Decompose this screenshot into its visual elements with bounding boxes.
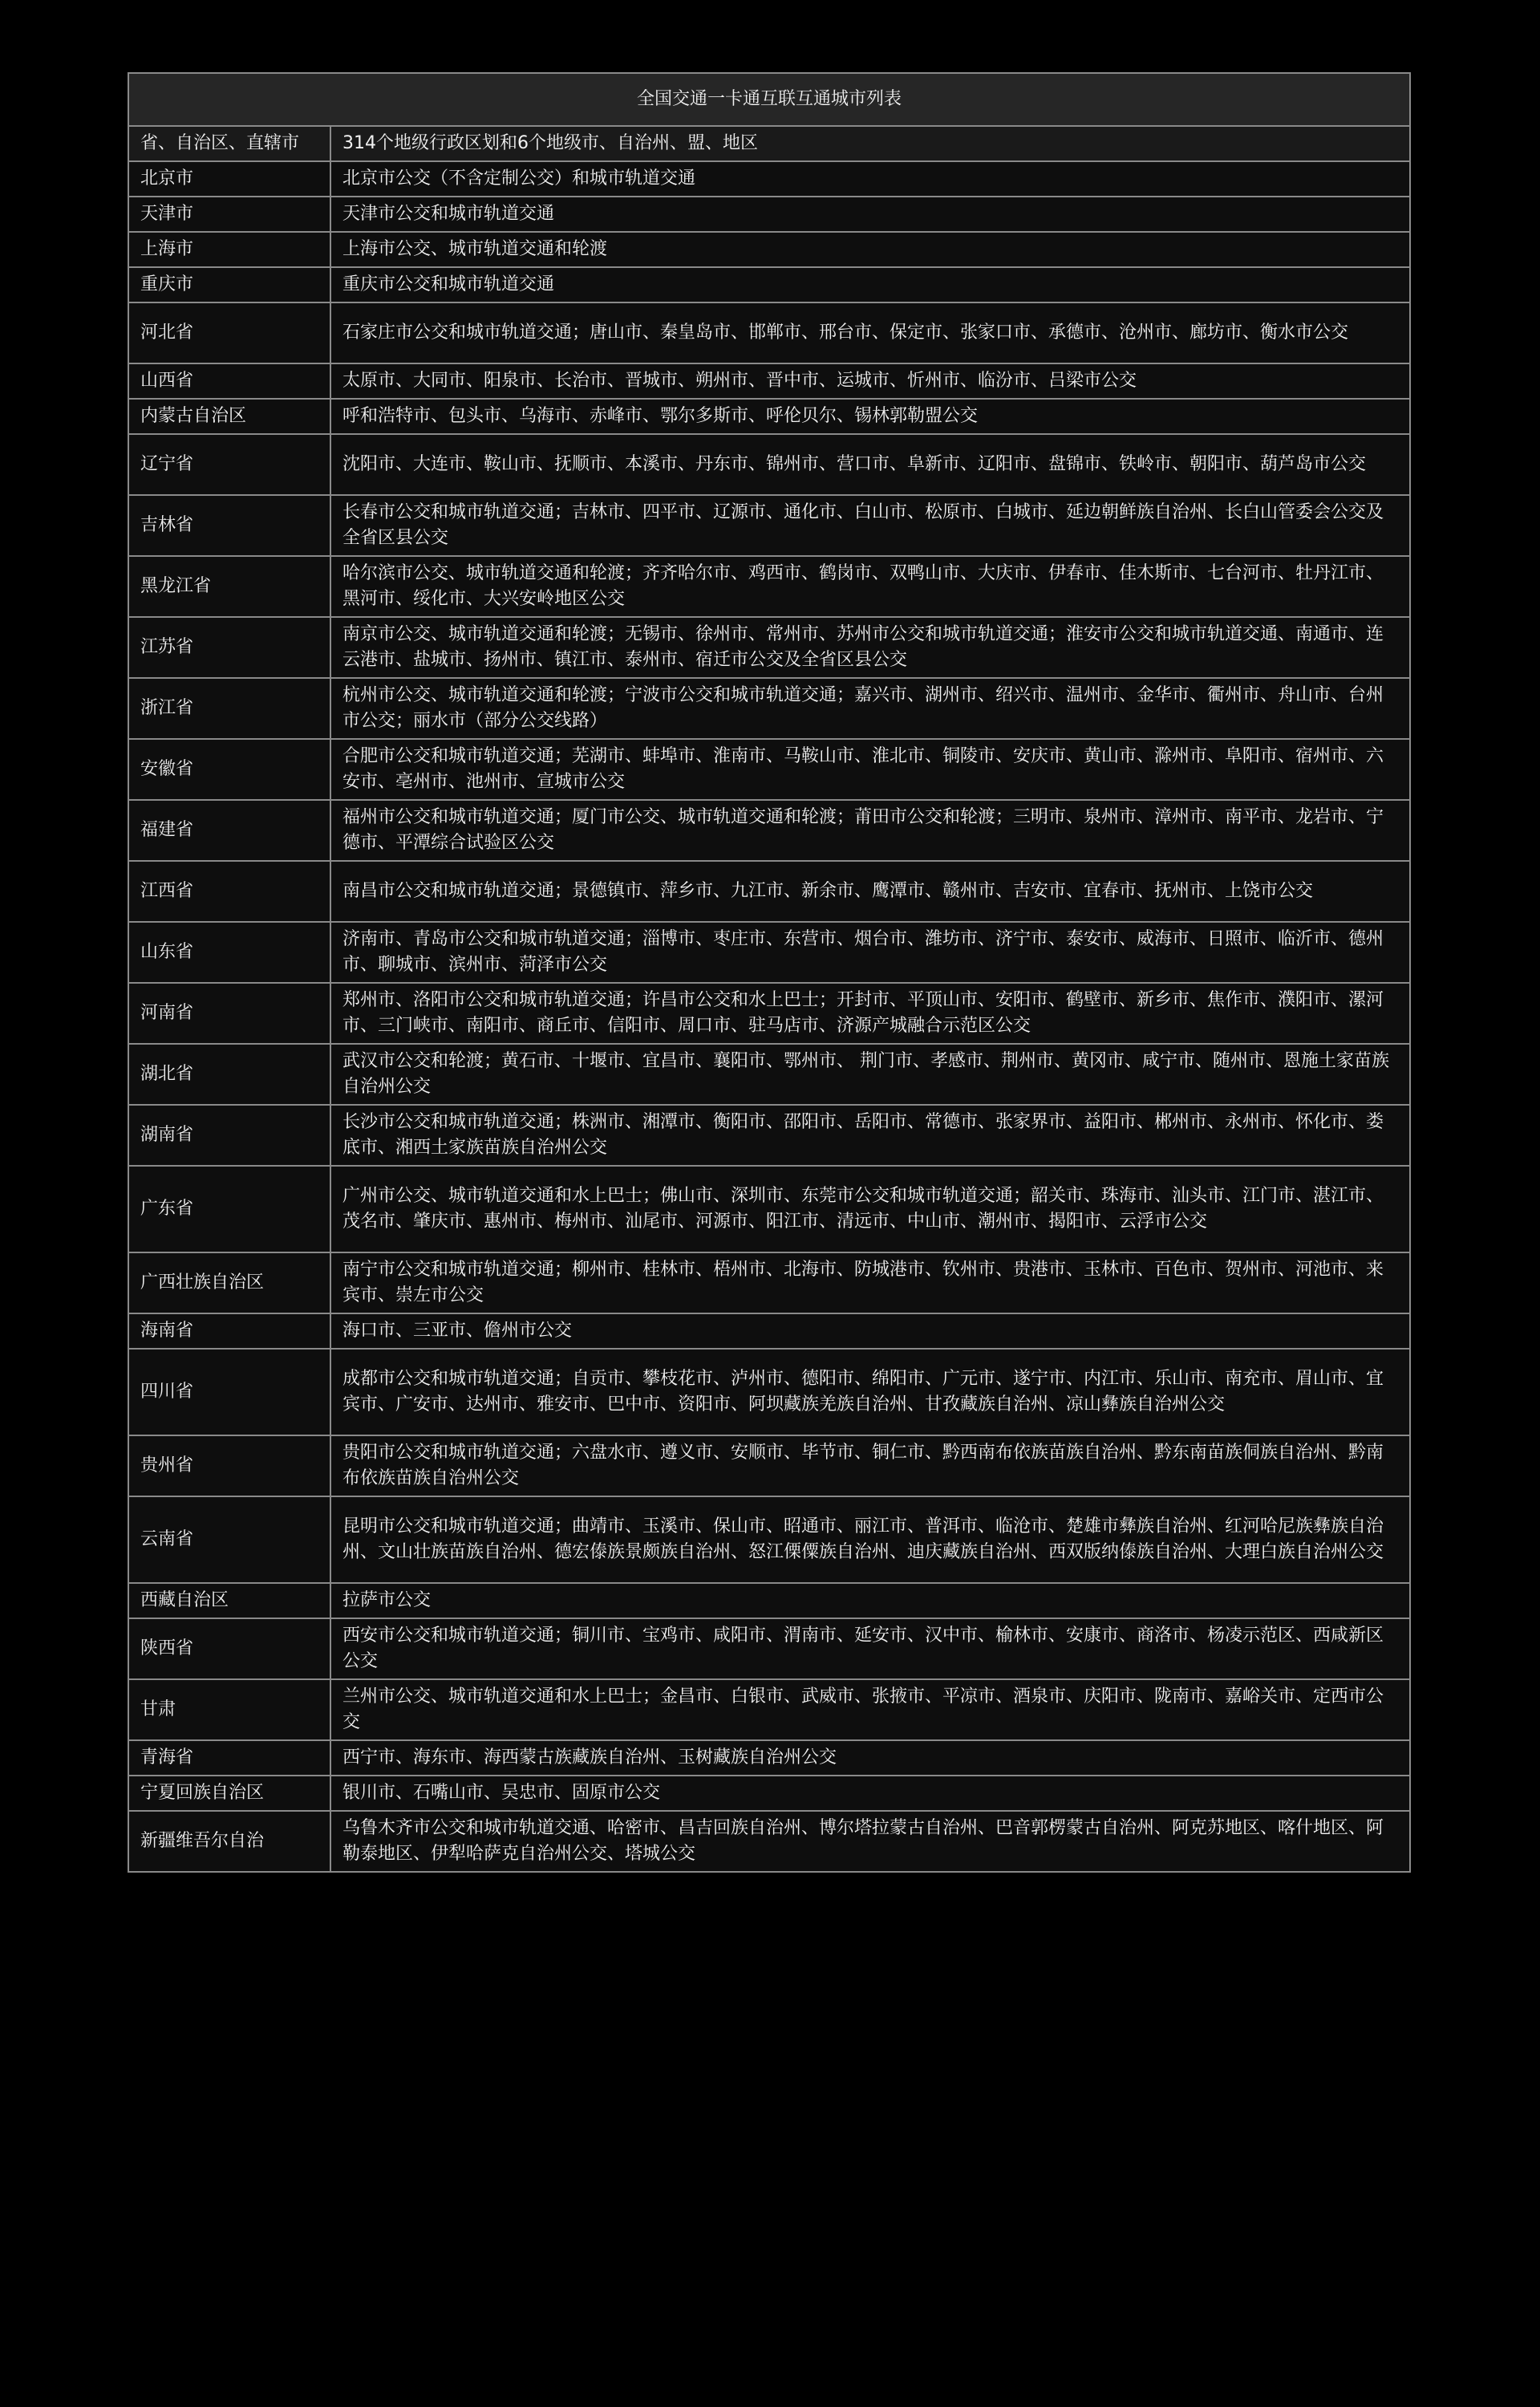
cities-cell: 海口市、三亚市、儋州市公交 — [330, 1313, 1410, 1349]
table-row — [128, 302, 1410, 363]
province-cell: 浙江省 — [128, 678, 330, 739]
table-row — [128, 1679, 1410, 1740]
cities-cell: 石家庄市公交和城市轨道交通；唐山市、秦皇岛市、邯郸市、邢台市、保定市、张家口市、承德市、沧州市、廊坊市、衡水市公交 — [330, 302, 1410, 363]
province-cell: 广西壮族自治区 — [128, 1252, 330, 1313]
cities-cell: 呼和浩特市、包头市、乌海市、赤峰市、鄂尔多斯市、呼伦贝尔、锡林郭勒盟公交 — [330, 399, 1410, 434]
table-title: 全国交通一卡通互联互通城市列表 — [128, 73, 1410, 126]
province-cell: 江西省 — [128, 861, 330, 922]
cities-cell: 长春市公交和城市轨道交通；吉林市、四平市、辽源市、通化市、白山市、松原市、白城市、延边朝鲜族自治州、长白山管委会公交及全省区县公交 — [330, 495, 1410, 556]
province-cell: 贵州省 — [128, 1435, 330, 1496]
table-row — [128, 983, 1410, 1044]
province-cell: 江苏省 — [128, 617, 330, 678]
table-row — [128, 363, 1410, 399]
table-row — [128, 1044, 1410, 1105]
province-cell: 北京市 — [128, 161, 330, 197]
table-row — [128, 1105, 1410, 1166]
table-row — [128, 1583, 1410, 1618]
province-cell: 内蒙古自治区 — [128, 399, 330, 434]
province-cell: 甘肃 — [128, 1679, 330, 1740]
table-row — [128, 617, 1410, 678]
cities-cell: 银川市、石嘴山市、吴忠市、固原市公交 — [330, 1776, 1410, 1811]
cities-cell: 武汉市公交和轮渡；黄石市、十堰市、宜昌市、襄阳市、鄂州市、 荆门市、孝感市、荆州市、黄冈市、咸宁市、随州市、恩施土家苗族自治州公交 — [330, 1044, 1410, 1105]
header-cities: 314个地级行政区划和6个地级市、自治州、盟、地区 — [330, 126, 1410, 161]
province-cell: 云南省 — [128, 1496, 330, 1583]
table-row — [128, 267, 1410, 302]
province-cell: 湖南省 — [128, 1105, 330, 1166]
cities-cell: 西宁市、海东市、海西蒙古族藏族自治州、玉树藏族自治州公交 — [330, 1740, 1410, 1776]
table-row — [128, 861, 1410, 922]
cities-cell: 北京市公交（不含定制公交）和城市轨道交通 — [330, 161, 1410, 197]
table-row — [128, 232, 1410, 267]
table-row — [128, 1252, 1410, 1313]
cities-cell: 昆明市公交和城市轨道交通；曲靖市、玉溪市、保山市、昭通市、丽江市、普洱市、临沧市、楚雄市彝族自治州、红河哈尼族彝族自治州、文山壮族苗族自治州、德宏傣族景颇族自治州、怒江傈僳族自治州、迪庆藏族自治州、西双版纳傣族自治州、大理白族自治州公交 — [330, 1496, 1410, 1583]
cities-cell: 乌鲁木齐市公交和城市轨道交通、哈密市、昌吉回族自治州、博尔塔拉蒙古自治州、巴音郭楞蒙古自治州、阿克苏地区、喀什地区、阿勒泰地区、伊犁哈萨克自治州公交、塔城公交 — [330, 1811, 1410, 1872]
province-cell: 上海市 — [128, 232, 330, 267]
cities-cell: 福州市公交和城市轨道交通；厦门市公交、城市轨道交通和轮渡；莆田市公交和轮渡；三明市、泉州市、漳州市、南平市、龙岩市、宁德市、平潭综合试验区公交 — [330, 800, 1410, 861]
province-cell: 山东省 — [128, 922, 330, 983]
table-row — [128, 800, 1410, 861]
cities-cell: 上海市公交、城市轨道交通和轮渡 — [330, 232, 1410, 267]
cities-cell: 沈阳市、大连市、鞍山市、抚顺市、本溪市、丹东市、锦州市、营口市、阜新市、辽阳市、盘锦市、铁岭市、朝阳市、葫芦岛市公交 — [330, 434, 1410, 495]
cities-cell: 济南市、青岛市公交和城市轨道交通；淄博市、枣庄市、东营市、烟台市、潍坊市、济宁市、泰安市、威海市、日照市、临沂市、德州市、聊城市、滨州市、菏泽市公交 — [330, 922, 1410, 983]
table-row — [128, 1776, 1410, 1811]
cities-cell: 太原市、大同市、阳泉市、长治市、晋城市、朔州市、晋中市、运城市、忻州市、临汾市、吕梁市公交 — [330, 363, 1410, 399]
cities-cell: 南宁市公交和城市轨道交通；柳州市、桂林市、梧州市、北海市、防城港市、钦州市、贵港市、玉林市、百色市、贺州市、河池市、来宾市、崇左市公交 — [330, 1252, 1410, 1313]
cities-cell: 杭州市公交、城市轨道交通和轮渡；宁波市公交和城市轨道交通；嘉兴市、湖州市、绍兴市、温州市、金华市、衢州市、舟山市、台州市公交；丽水市（部分公交线路） — [330, 678, 1410, 739]
cities-cell: 合肥市公交和城市轨道交通；芜湖市、蚌埠市、淮南市、马鞍山市、淮北市、铜陵市、安庆市、黄山市、滁州市、阜阳市、宿州市、六安市、亳州市、池州市、宣城市公交 — [330, 739, 1410, 800]
province-cell: 青海省 — [128, 1740, 330, 1776]
table-row — [128, 1435, 1410, 1496]
province-cell: 西藏自治区 — [128, 1583, 330, 1618]
province-cell: 四川省 — [128, 1349, 330, 1435]
table-row — [128, 1496, 1410, 1583]
table-row — [128, 197, 1410, 232]
table-row — [128, 678, 1410, 739]
cities-cell: 贵阳市公交和城市轨道交通；六盘水市、遵义市、安顺市、毕节市、铜仁市、黔西南布依族苗族自治州、黔东南苗族侗族自治州、黔南布依族苗族自治州公交 — [330, 1435, 1410, 1496]
province-cell: 山西省 — [128, 363, 330, 399]
table-row — [128, 1349, 1410, 1435]
table-header-row — [128, 126, 1410, 161]
cities-cell: 兰州市公交、城市轨道交通和水上巴士；金昌市、白银市、武威市、张掖市、平凉市、酒泉市、庆阳市、陇南市、嘉峪关市、定西市公交 — [330, 1679, 1410, 1740]
table-row — [128, 1740, 1410, 1776]
province-cell: 海南省 — [128, 1313, 330, 1349]
table-row — [128, 1811, 1410, 1872]
cities-cell: 拉萨市公交 — [330, 1583, 1410, 1618]
cities-cell: 南昌市公交和城市轨道交通；景德镇市、萍乡市、九江市、新余市、鹰潭市、赣州市、吉安市、宜春市、抚州市、上饶市公交 — [330, 861, 1410, 922]
table-row — [128, 161, 1410, 197]
cities-cell: 重庆市公交和城市轨道交通 — [330, 267, 1410, 302]
cities-cell: 哈尔滨市公交、城市轨道交通和轮渡；齐齐哈尔市、鸡西市、鹤岗市、双鸭山市、大庆市、伊春市、佳木斯市、七台河市、牡丹江市、黑河市、绥化市、大兴安岭地区公交 — [330, 556, 1410, 617]
province-cell: 湖北省 — [128, 1044, 330, 1105]
table-row — [128, 399, 1410, 434]
province-cell: 宁夏回族自治区 — [128, 1776, 330, 1811]
table-row — [128, 1313, 1410, 1349]
table-row — [128, 1166, 1410, 1252]
province-cell: 安徽省 — [128, 739, 330, 800]
header-province: 省、自治区、直辖市 — [128, 126, 330, 161]
cities-cell: 南京市公交、城市轨道交通和轮渡；无锡市、徐州市、常州市、苏州市公交和城市轨道交通；淮安市公交和城市轨道交通、南通市、连云港市、盐城市、扬州市、镇江市、泰州市、宿迁市公交及全省区县公交 — [330, 617, 1410, 678]
province-cell: 吉林省 — [128, 495, 330, 556]
table-row — [128, 495, 1410, 556]
table-row — [128, 434, 1410, 495]
province-cell: 河北省 — [128, 302, 330, 363]
cities-cell: 成都市公交和城市轨道交通；自贡市、攀枝花市、泸州市、德阳市、绵阳市、广元市、遂宁市、内江市、乐山市、南充市、眉山市、宜宾市、广安市、达州市、雅安市、巴中市、资阳市、阿坝藏族羌族自治州、甘孜藏族自治州、凉山彝族自治州公交 — [330, 1349, 1410, 1435]
province-cell: 福建省 — [128, 800, 330, 861]
province-cell: 广东省 — [128, 1166, 330, 1252]
city-list-table — [128, 72, 1411, 1873]
cities-cell: 长沙市公交和城市轨道交通；株洲市、湘潭市、衡阳市、邵阳市、岳阳市、常德市、张家界市、益阳市、郴州市、永州市、怀化市、娄底市、湘西土家族苗族自治州公交 — [330, 1105, 1410, 1166]
cities-cell: 西安市公交和城市轨道交通；铜川市、宝鸡市、咸阳市、渭南市、延安市、汉中市、榆林市、安康市、商洛市、杨凌示范区、西咸新区公交 — [330, 1618, 1410, 1679]
province-cell: 重庆市 — [128, 267, 330, 302]
province-cell: 新疆维吾尔自治 — [128, 1811, 330, 1872]
table-body — [128, 126, 1410, 1872]
table-row — [128, 922, 1410, 983]
table-row — [128, 1618, 1410, 1679]
province-cell: 辽宁省 — [128, 434, 330, 495]
cities-cell: 广州市公交、城市轨道交通和水上巴士；佛山市、深圳市、东莞市公交和城市轨道交通；韶关市、珠海市、汕头市、江门市、湛江市、茂名市、肇庆市、惠州市、梅州市、汕尾市、河源市、阳江市、清远市、中山市、潮州市、揭阳市、云浮市公交 — [330, 1166, 1410, 1252]
city-list-table-container — [128, 72, 1411, 1873]
table-row — [128, 739, 1410, 800]
province-cell: 天津市 — [128, 197, 330, 232]
cities-cell: 郑州市、洛阳市公交和城市轨道交通；许昌市公交和水上巴士；开封市、平顶山市、安阳市、鹤壁市、新乡市、焦作市、濮阳市、漯河市、三门峡市、南阳市、商丘市、信阳市、周口市、驻马店市、济源产城融合示范区公交 — [330, 983, 1410, 1044]
province-cell: 河南省 — [128, 983, 330, 1044]
province-cell: 陕西省 — [128, 1618, 330, 1679]
cities-cell: 天津市公交和城市轨道交通 — [330, 197, 1410, 232]
table-row — [128, 556, 1410, 617]
province-cell: 黑龙江省 — [128, 556, 330, 617]
